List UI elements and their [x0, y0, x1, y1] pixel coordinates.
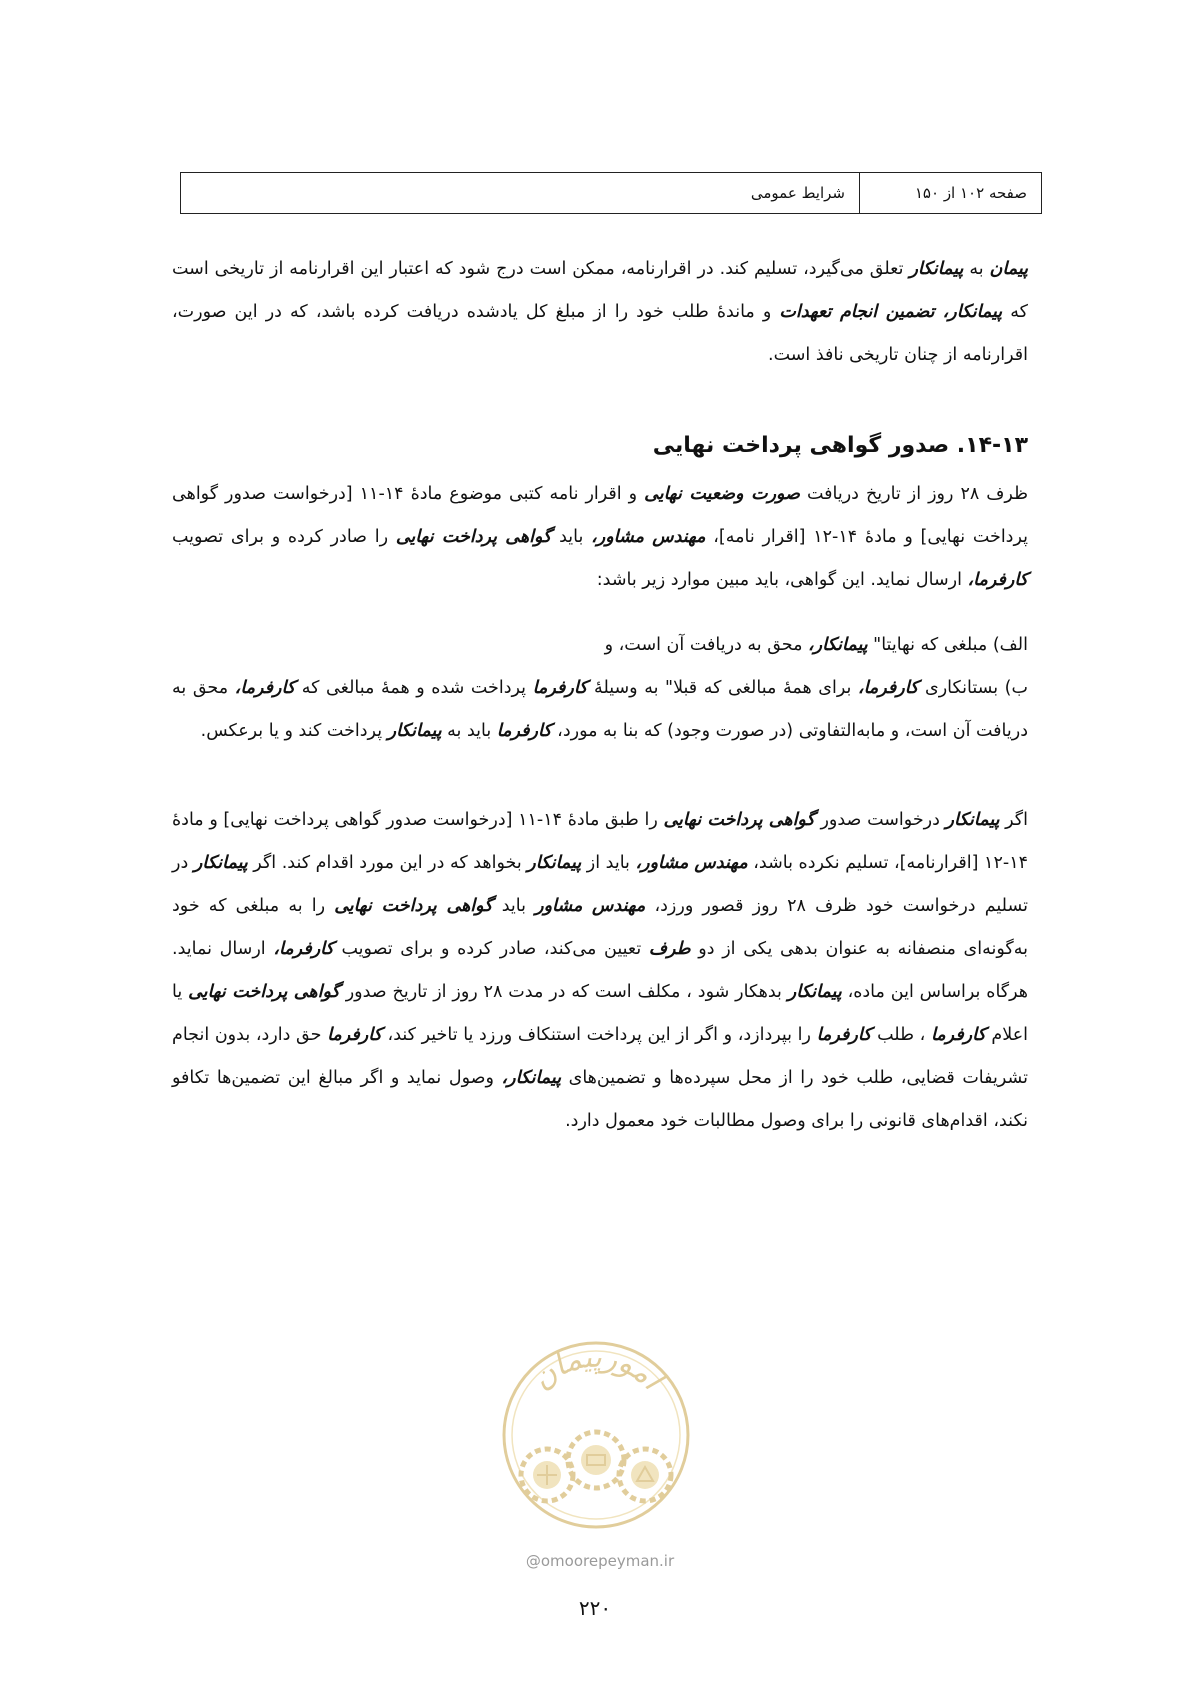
term-peyman: پیمان: [989, 259, 1028, 279]
page-counter: صفحه ۱۰۲ از ۱۵۰: [859, 173, 1041, 213]
paragraph-3: اگر پیمانکار درخواست صدور گواهی پرداخت نهایی را طبق مادهٔ ۱۴-۱۱ [درخواست صدور گواهی پرداخت نهایی] و مادهٔ ۱۴-۱۲ [اقرارنامه]، تسلیم نکرده باشد، مهندس مشاور، باید از پیمانکار بخواهد که در این مورد اقدام کند. اگر پیمانکار در تسلیم درخواست خود ظرف ۲۸ روز قصور ورزد، مهندس مشاور باید گواهی پرداخت نهایی را به مبلغی که خود به‌گونه‌ای منصفانه به عنوان بدهی یکی از دو طرف تعیین می‌کند، صادر کرده و برای تصویب کارفرما، ارسال نماید. هرگاه براساس این ماده، پیمانکار بدهکار شود ، مکلف است که در مدت ۲۸ روز از تاریخ صدور گواهی پرداخت نهایی یا اعلام کارفرما ، طلب کارفرما را بپردازد، و اگر از این پرداخت استنکاف ورزد یا تاخیر کند، کارفرما حق دارد، بدون انجام تشریفات قضایی، طلب خود را از محل سپرده‌ها و تضمین‌های پیمانکار، وصول نماید و اگر مبالغ این تضمین‌ها تکافو نکند، اقدام‌های قانونی را برای وصول مطالبات خود معمول دارد.: [172, 810, 1029, 1131]
paragraph-1: پیمان به پیمانکار تعلق می‌گیرد، تسلیم کند. در اقرارنامه، ممکن است درج شود که اعتبار این اقرارنامه از تاریخی است که پیمانکار، تضمین انجام تعهدات و ماندهٔ طلب خود را از مبلغ کل یادشده دریافت کرده باشد، که در این صورت، اقرارنامه از چنان تاریخی نافذ است.: [172, 259, 1028, 365]
list-item-b: ب) بستانکاری کارفرما، برای همهٔ مبالغی که قبلا" به وسیلهٔ کارفرما پرداخت شده و همهٔ مبالغی که کارفرما، محق به دریافت آن است، و مابه‌التفاوتی (در صورت وجود) که بنا به مورد، کارفرما باید به پیمانکار پرداخت کند و یا برعکس.: [172, 678, 1028, 741]
svg-text:امورپیمان: امورپیمان: [524, 1339, 669, 1397]
section-title: شرایط عمومی: [750, 184, 845, 202]
term-peymankar: پیمانکار: [387, 721, 442, 741]
term-peymankar: پیمانکار،: [501, 1068, 562, 1088]
page-header-table: [180, 172, 1042, 214]
page-number: ۲۲۰: [578, 1596, 612, 1620]
section-heading: ۱۴-۱۳. صدور گواهی پرداخت نهایی: [652, 433, 1028, 458]
term-govahi: گواهی پرداخت نهایی: [334, 896, 493, 916]
term-karfarma: کارفرما: [816, 1025, 872, 1045]
term-karfarma: کارفرما: [327, 1025, 382, 1045]
term-mohandes: مهندس مشاور،: [635, 853, 748, 873]
watermark-url: @omoorepeyman.ir: [525, 1552, 675, 1570]
term-peymankar: پیمانکار،: [808, 635, 868, 655]
term-soorat: صورت وضعیت نهایی: [644, 484, 800, 504]
term-peymankar: پیمانکار: [787, 982, 842, 1002]
term-karfarma: کارفرما،: [967, 570, 1028, 590]
watermark-seal-logo: [487, 1335, 705, 1541]
term-mohandes: مهندس مشاور،: [591, 527, 706, 547]
term-karfarma: کارفرما: [532, 678, 588, 698]
paragraph-2: ظرف ۲۸ روز از تاریخ دریافت صورت وضعیت نهایی و اقرار نامه کتبی موضوع مادهٔ ۱۴-۱۱ [درخواست صدور گواهی پرداخت نهایی] و مادهٔ ۱۴-۱۲ [اقرار نامه]، مهندس مشاور، باید گواهی پرداخت نهایی را صادر کرده و برای تصویب کارفرما، ارسال نماید. این گواهی، باید مبین موارد زیر باشد:: [172, 484, 1029, 590]
term-govahi: گواهی پرداخت نهایی: [663, 810, 815, 830]
term-peymankar: پیمانکار: [527, 853, 582, 873]
document-body: [172, 248, 1028, 1143]
term-govahi: گواهی پرداخت نهایی: [395, 527, 552, 547]
term-karfarma: کارفرما،: [234, 678, 296, 698]
term-taraf: طرف: [648, 939, 691, 959]
term-karfarma: کارفرما: [496, 721, 552, 741]
term-karfarma: کارفرما: [930, 1025, 986, 1045]
term-peymankar: پیمانکار،: [942, 302, 1003, 322]
term-govahi: گواهی پرداخت نهایی: [188, 982, 340, 1002]
term-tazmin: تضمین انجام تعهدات: [779, 302, 935, 322]
term-karfarma: کارفرما،: [273, 939, 334, 959]
term-mohandes: مهندس مشاور: [535, 896, 646, 916]
term-karfarma: کارفرما،: [857, 678, 919, 698]
term-peymankar: پیمانکار: [193, 853, 248, 873]
list-item-a: الف) مبلغی که نهایتا" پیمانکار، محق به دریافت آن است، و: [604, 635, 1028, 655]
term-peymankar: پیمانکار: [945, 810, 1000, 830]
term-peymankar: پیمانکار: [909, 259, 964, 279]
